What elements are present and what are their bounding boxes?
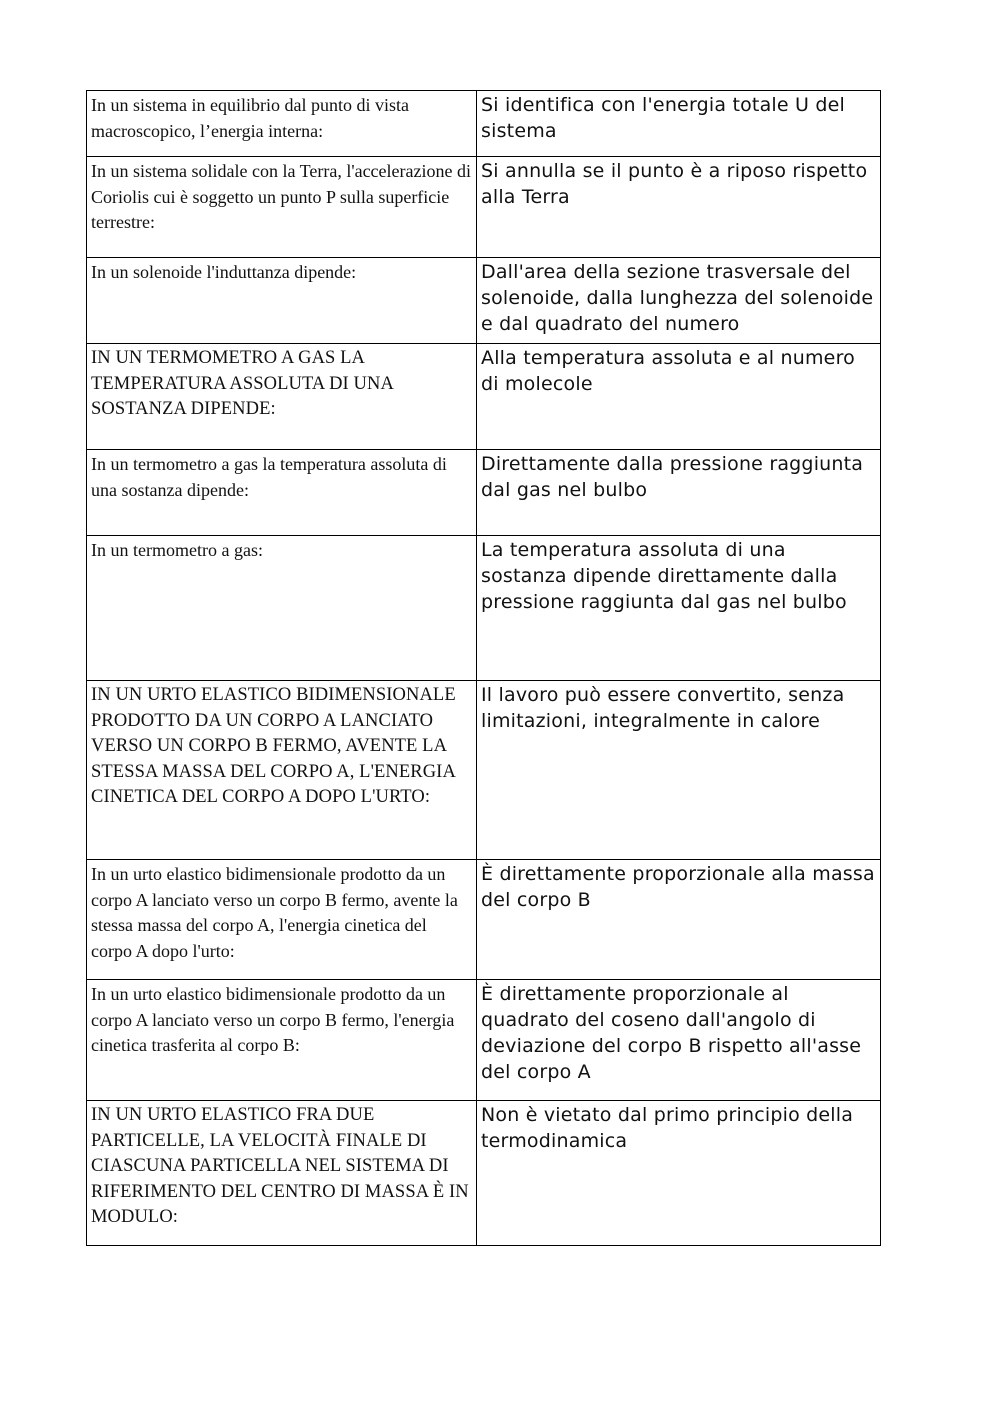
table-row xyxy=(87,344,881,450)
answer-text: Dall'area della sezione trasversale del solenoide, dalla lunghezza del solenoide e dal quadrato del numero xyxy=(481,261,874,335)
answer-text: È direttamente proporzionale al quadrato del coseno dall'angolo di deviazione del corpo B rispetto all'asse del corpo A xyxy=(481,983,862,1083)
answer-cell xyxy=(477,258,881,344)
table-row xyxy=(87,450,881,536)
answer-cell xyxy=(477,344,881,450)
table-row xyxy=(87,1101,881,1246)
question-text: In un urto elastico bidimensionale prodotto da un corpo A lanciato verso un corpo B fermo, avente la stessa massa del corpo A, l'energia cinetica del corpo A dopo l'urto: xyxy=(91,864,458,961)
table-row xyxy=(87,681,881,860)
answer-text: È direttamente proporzionale alla massa del corpo B xyxy=(481,863,875,911)
question-text: IN UN URTO ELASTICO BIDIMENSIONALE PRODOTTO DA UN CORPO A LANCIATO VERSO UN CORPO B FERMO, AVENTE LA STESSA MASSA DEL CORPO A, L'ENERGIA CINETICA DEL CORPO A DOPO L'URTO: xyxy=(91,685,456,808)
answer-text: Alla temperatura assoluta e al numero di molecole xyxy=(481,347,855,395)
question-text: In un termometro a gas: xyxy=(91,540,263,560)
answer-text: Direttamente dalla pressione raggiunta dal gas nel bulbo xyxy=(481,453,864,501)
question-cell xyxy=(87,980,477,1101)
table-row xyxy=(87,860,881,980)
question-text: In un termometro a gas la temperatura assoluta di una sostanza dipende: xyxy=(91,454,447,500)
answer-text: Si annulla se il punto è a riposo rispetto alla Terra xyxy=(481,160,868,208)
question-cell xyxy=(87,536,477,681)
question-cell xyxy=(87,860,477,980)
question-text: In un urto elastico bidimensionale prodotto da un corpo A lanciato verso un corpo B fermo, l'energia cinetica trasferita al corpo B: xyxy=(91,984,455,1056)
answer-cell xyxy=(477,536,881,681)
question-cell xyxy=(87,1101,477,1246)
question-text: IN UN URTO ELASTICO FRA DUE PARTICELLE, LA VELOCITÀ FINALE DI CIASCUNA PARTICELLA NEL SISTEMA DI RIFERIMENTO DEL CENTRO DI MASSA È IN MODULO: xyxy=(91,1105,469,1228)
answer-cell xyxy=(477,157,881,258)
answer-text: Si identifica con l'energia totale U del sistema xyxy=(481,94,845,142)
table-row xyxy=(87,536,881,681)
answer-cell xyxy=(477,860,881,980)
question-cell xyxy=(87,681,477,860)
qa-table xyxy=(86,90,881,1246)
question-text: In un sistema solidale con la Terra, l'accelerazione di Coriolis cui è soggetto un punto P sulla superficie terrestre: xyxy=(91,161,471,233)
question-cell xyxy=(87,258,477,344)
question-cell xyxy=(87,450,477,536)
table-row xyxy=(87,258,881,344)
table-row xyxy=(87,91,881,157)
answer-cell xyxy=(477,980,881,1101)
answer-text: La temperatura assoluta di una sostanza dipende direttamente dalla pressione raggiunta dal gas nel bulbo xyxy=(481,539,847,613)
question-text: In un sistema in equilibrio dal punto di vista macroscopico, l’energia interna: xyxy=(91,95,409,141)
answer-cell xyxy=(477,681,881,860)
question-text: In un solenoide l'induttanza dipende: xyxy=(91,262,357,282)
question-cell xyxy=(87,91,477,157)
answer-cell xyxy=(477,1101,881,1246)
question-text: IN UN TERMOMETRO A GAS LA TEMPERATURA ASSOLUTA DI UNA SOSTANZA DIPENDE: xyxy=(91,348,393,420)
answer-cell xyxy=(477,91,881,157)
question-cell xyxy=(87,157,477,258)
answer-text: Non è vietato dal primo principio della termodinamica xyxy=(481,1104,854,1152)
answer-cell xyxy=(477,450,881,536)
question-cell xyxy=(87,344,477,450)
table-row xyxy=(87,157,881,258)
answer-text: Il lavoro può essere convertito, senza limitazioni, integralmente in calore xyxy=(481,684,845,732)
table-row xyxy=(87,980,881,1101)
